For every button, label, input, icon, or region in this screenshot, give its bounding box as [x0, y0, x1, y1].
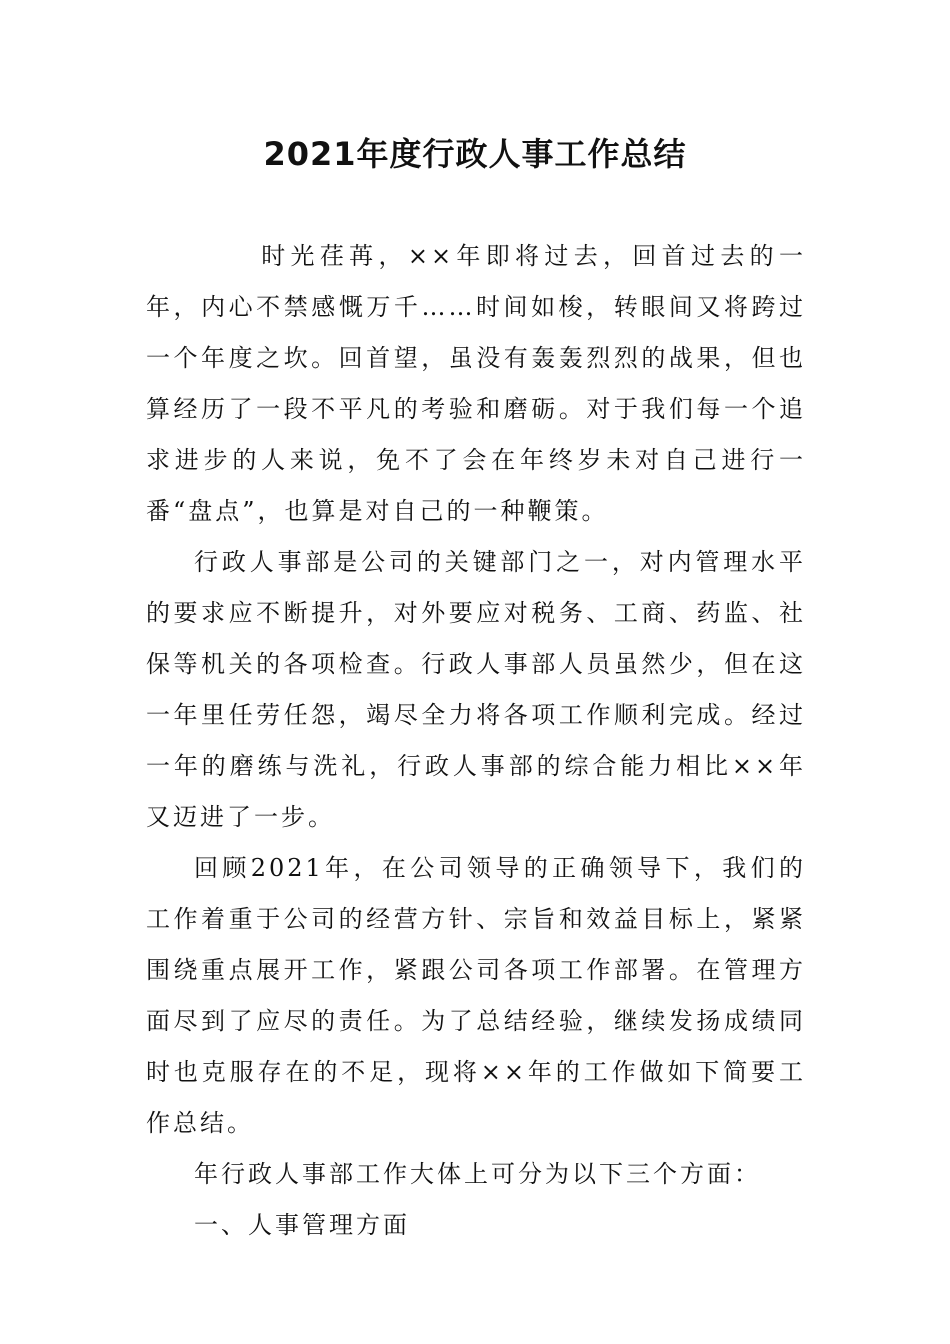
paragraph-intro: 时光荏苒，××年即将过去，回首过去的一年，内心不禁感慨万千……时间如梭，转眼间又将跨过一个年度之坎。回首望，虽没有轰轰烈烈的战果，但也算经历了一段不平凡的考验和磨砺。对于我们每一个追求进步的人来说，免不了会在年终岁未对自己进行一番“盘点”，也算是对自己的一种鞭策。 — [146, 242, 806, 525]
paragraph-overview: 年行政人事部工作大体上可分为以下三个方面： — [194, 1160, 761, 1188]
document-title: 2021年度行政人事工作总结 — [263, 135, 687, 173]
section-heading-hr: 一、人事管理方面 — [194, 1211, 410, 1239]
paragraph-department: 行政人事部是公司的关键部门之一，对内管理水平的要求应不断提升，对外要应对税务、工商、药监、社保等机关的各项检查。行政人事部人员虽然少，但在这一年里任劳任怨，竭尽全力将各项工作顺利完成。经过一年的磨练与洗礼，行政人事部的综合能力相比××年又迈进了一步。 — [146, 548, 806, 831]
document-body — [146, 231, 806, 1251]
paragraph-review: 回顾2021年，在公司领导的正确领导下，我们的工作着重于公司的经营方针、宗旨和效益目标上，紧紧围绕重点展开工作，紧跟公司各项工作部署。在管理方面尽到了应尽的责任。为了总结经验，继续发扬成绩同时也克服存在的不足，现将××年的工作做如下简要工作总结。 — [146, 854, 806, 1137]
